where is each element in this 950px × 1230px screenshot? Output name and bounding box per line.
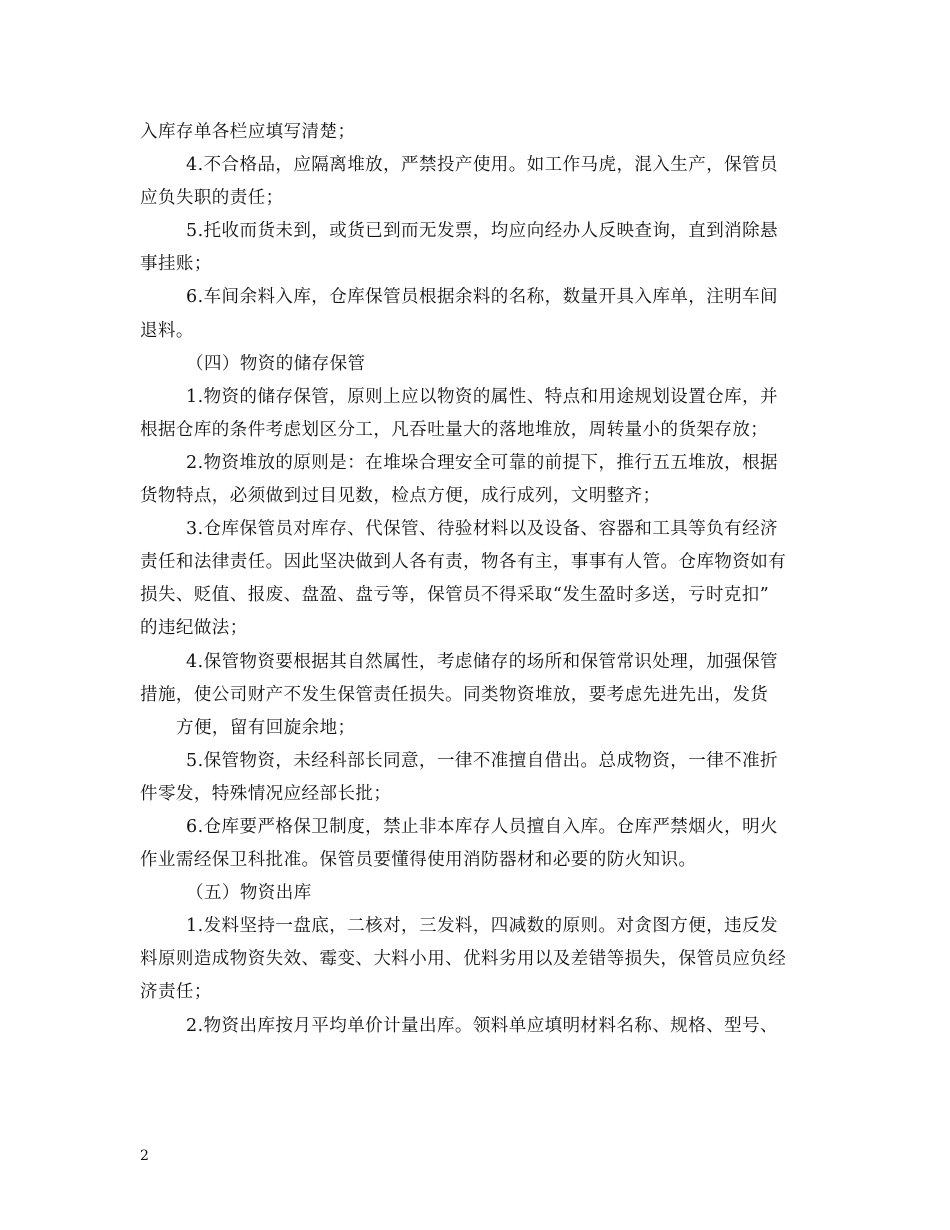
- text-line: 2.物资堆放的原则是：在堆垛合理安全可靠的前提下，推行五五堆放，根据: [186, 452, 778, 473]
- text-line: 1.发料坚持一盘底，二核对，三发料，四减数的原则。对贪图方便，违反发: [186, 916, 778, 937]
- text-line: 货物特点，必须做到过目见数，检点方便，成行成列，文明整齐；: [140, 486, 661, 507]
- text-line: 损失、贬值、报废、盘盈、盘亏等，保管员不得采取“发生盈时多送，亏时克扣”: [140, 585, 770, 606]
- text-line: 6.车间余料入库，仓库保管员根据余料的名称，数量开具入库单，注明车间: [186, 287, 778, 308]
- text-line: 2.物资出库按月平均单价计量出库。领料单应填明材料名称、规格、型号、: [186, 1015, 778, 1036]
- section-heading: （五）物资出库: [186, 883, 312, 904]
- text-line: 措施，使公司财产不发生保管责任损失。同类物资堆放，要考虑先进先出，发货: [140, 684, 769, 705]
- text-line: 件零发，特殊情况应经部长批；: [140, 783, 392, 804]
- text-line: 入库存单各栏应填写清楚；: [140, 122, 356, 142]
- text-line: 方便，留有回旋余地；: [176, 717, 356, 738]
- page-number: 2: [140, 1148, 149, 1164]
- text-line: 济责任；: [140, 982, 212, 1003]
- document-body: [140, 116, 820, 1043]
- text-line: 根据仓库的条件考虑划区分工，凡吞吐量大的落地堆放，周转量小的货架存放；: [140, 419, 769, 440]
- section-heading: （四）物资的储存保管: [186, 353, 366, 374]
- text-line: 退料。: [140, 320, 194, 341]
- text-line: 料原则造成物资失效、霉变、大料小用、优料劣用以及差错等损失，保管员应负经: [140, 949, 787, 970]
- text-line: 5.保管物资，未经科部长同意，一律不准擅自借出。总成物资，一律不准折: [186, 750, 778, 771]
- text-line: 应负失职的责任；: [140, 188, 284, 209]
- text-line: 5.托收而货未到，或货已到而无发票，均应向经办人反映查询，直到消除悬: [186, 221, 778, 242]
- text-line: 1.物资的储存保管，原则上应以物资的属性、特点和用途规划设置仓库，并: [186, 386, 778, 407]
- text-line: 3.仓库保管员对库存、代保管、待验材料以及设备、容器和工具等负有经济: [186, 519, 778, 540]
- text-line: 6.仓库要严格保卫制度，禁止非本库存人员擅自入库。仓库严禁烟火，明火: [186, 816, 778, 837]
- text-line: 责任和法律责任。因此坚决做到人各有责，物各有主，事事有人管。仓库物资如有: [140, 552, 787, 573]
- text-line: 事挂账；: [140, 254, 212, 275]
- text-line: 4.保管物资要根据其自然属性，考虑储存的场所和保管常识处理，加强保管: [186, 651, 778, 672]
- text-line: 作业需经保卫科批准。保管员要懂得使用消防器材和必要的防火知识。: [140, 850, 697, 871]
- text-line: 4.不合格品，应隔离堆放，严禁投产使用。如工作马虎，混入生产，保管员: [186, 155, 778, 176]
- text-line: 的违纪做法；: [140, 618, 248, 639]
